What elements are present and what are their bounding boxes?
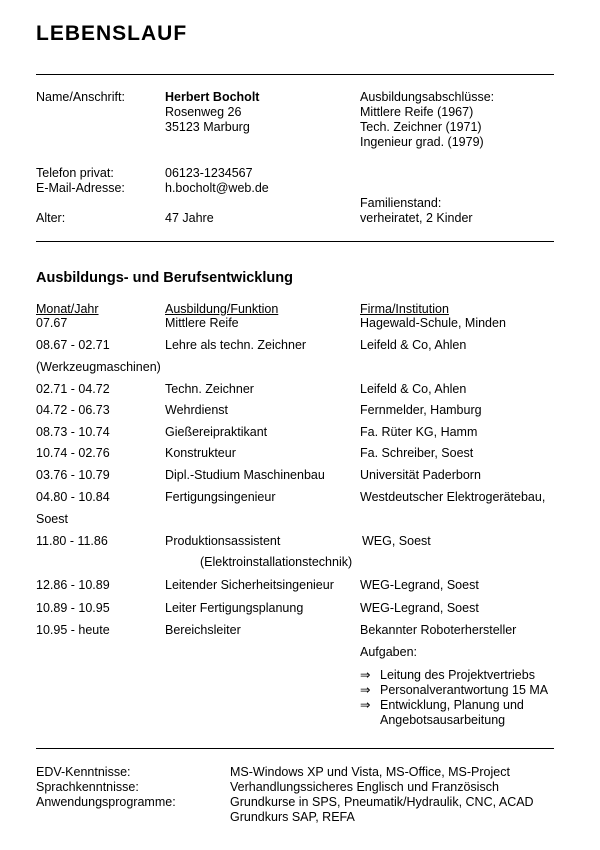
age: 47 Jahre [165,211,214,225]
row-date: (Werkzeugmaschinen) [36,360,161,374]
age-label: Alter: [36,211,66,225]
degree-item: Tech. Zeichner (1971) [360,120,482,134]
tasks-label: Aufgaben: [360,645,417,659]
task-text-continued: Angebotsausarbeitung [380,713,506,727]
row-company: WEG-Legrand, Soest [360,601,479,615]
row-date: 02.71 - 04.72 [36,382,110,396]
divider-bottom [36,748,554,749]
row-role: Dipl.-Studium Maschinenbau [165,468,325,482]
row-company: Westdeutscher Elektrogerätebau, [360,490,546,504]
arrow-right-icon: ⇒ [360,683,371,697]
row-company: WEG, Soest [362,534,431,548]
divider-middle [36,241,554,242]
city: 35123 Marburg [165,120,250,134]
edv-label: EDV-Kenntnisse: [36,765,131,779]
task-item [360,683,548,698]
row-date: 08.73 - 10.74 [36,425,110,439]
row-role: Gießereipraktikant [165,425,268,439]
degree-item: Mittlere Reife (1967) [360,105,474,119]
task-text: Personalverantwortung 15 MA [380,683,549,697]
row-role: Lehre als techn. Zeichner [165,338,307,352]
language-value: Verhandlungssicheres Englisch und Französisch [230,780,499,794]
email-label: E-Mail-Adresse: [36,181,125,195]
email: h.bocholt@web.de [165,181,269,195]
apps-label: Anwendungsprogramme: [36,795,176,809]
header-company: Firma/Institution [360,302,449,316]
row-date: 07.67 [36,316,68,330]
person-name: Herbert Bocholt [165,90,260,104]
row-company: WEG-Legrand, Soest [360,578,479,592]
street: Rosenweg 26 [165,105,242,119]
header-role: Ausbildung/Funktion [165,302,279,316]
row-date: Soest [36,512,68,526]
row-date: 04.72 - 06.73 [36,403,110,417]
phone-label: Telefon privat: [36,166,114,180]
row-company: Bekannter Roboterhersteller [360,623,517,637]
row-date: 04.80 - 10.84 [36,490,110,504]
phone: 06123-1234567 [165,166,253,180]
row-role: Leiter Fertigungsplanung [165,601,304,615]
row-role: Konstrukteur [165,446,236,460]
family-status: verheiratet, 2 Kinder [360,211,473,225]
row-role: Produktionsassistent [165,534,281,548]
task-text: Entwicklung, Planung und [380,698,524,712]
document-title: LEBENSLAUF [36,22,188,45]
section-title: Ausbildungs- und Berufsentwicklung [36,270,293,286]
row-company: Universität Paderborn [360,468,481,482]
arrow-right-icon: ⇒ [360,698,371,712]
row-date: 12.86 - 10.89 [36,578,110,592]
task-text: Leitung des Projektvertriebs [380,668,535,682]
family-label: Familienstand: [360,196,442,210]
row-date: 10.95 - heute [36,623,110,637]
language-label: Sprachkenntnisse: [36,780,139,794]
divider-top [36,74,554,75]
row-company: Leifeld & Co, Ahlen [360,338,467,352]
apps-value: Grundkurse in SPS, Pneumatik/Hydraulik, CNC, ACAD [230,795,534,809]
row-date: 11.80 - 11.86 [36,534,108,548]
row-role: Wehrdienst [165,403,228,417]
row-role: Leitender Sicherheitsingenieur [165,578,334,592]
row-company: Fa. Rüter KG, Hamm [360,425,478,439]
row-role: Fertigungsingenieur [165,490,276,504]
apps-value: Grundkurs SAP, REFA [230,810,355,824]
arrow-right-icon: ⇒ [360,668,371,682]
row-date: 03.76 - 10.79 [36,468,110,482]
row-role: Bereichsleiter [165,623,241,637]
row-date: 10.89 - 10.95 [36,601,110,615]
row-role: Mittlere Reife [165,316,239,330]
row-date: 08.67 - 02.71 [36,338,110,352]
task-item [360,668,535,683]
row-role: Techn. Zeichner [165,382,254,396]
degrees-label: Ausbildungsabschlüsse: [360,90,495,104]
task-item [360,698,524,713]
edv-value: MS-Windows XP und Vista, MS-Office, MS-Project [230,765,510,779]
name-label: Name/Anschrift: [36,90,125,104]
row-company: Fernmelder, Hamburg [360,403,482,417]
row-company: Hagewald-Schule, Minden [360,316,506,330]
degree-item: Ingenieur grad. (1979) [360,135,484,149]
row-date: 10.74 - 02.76 [36,446,110,460]
row-company: Leifeld & Co, Ahlen [360,382,467,396]
row-role: (Elektroinstallationstechnik) [200,555,353,569]
header-date: Monat/Jahr [36,302,99,316]
row-company: Fa. Schreiber, Soest [360,446,474,460]
